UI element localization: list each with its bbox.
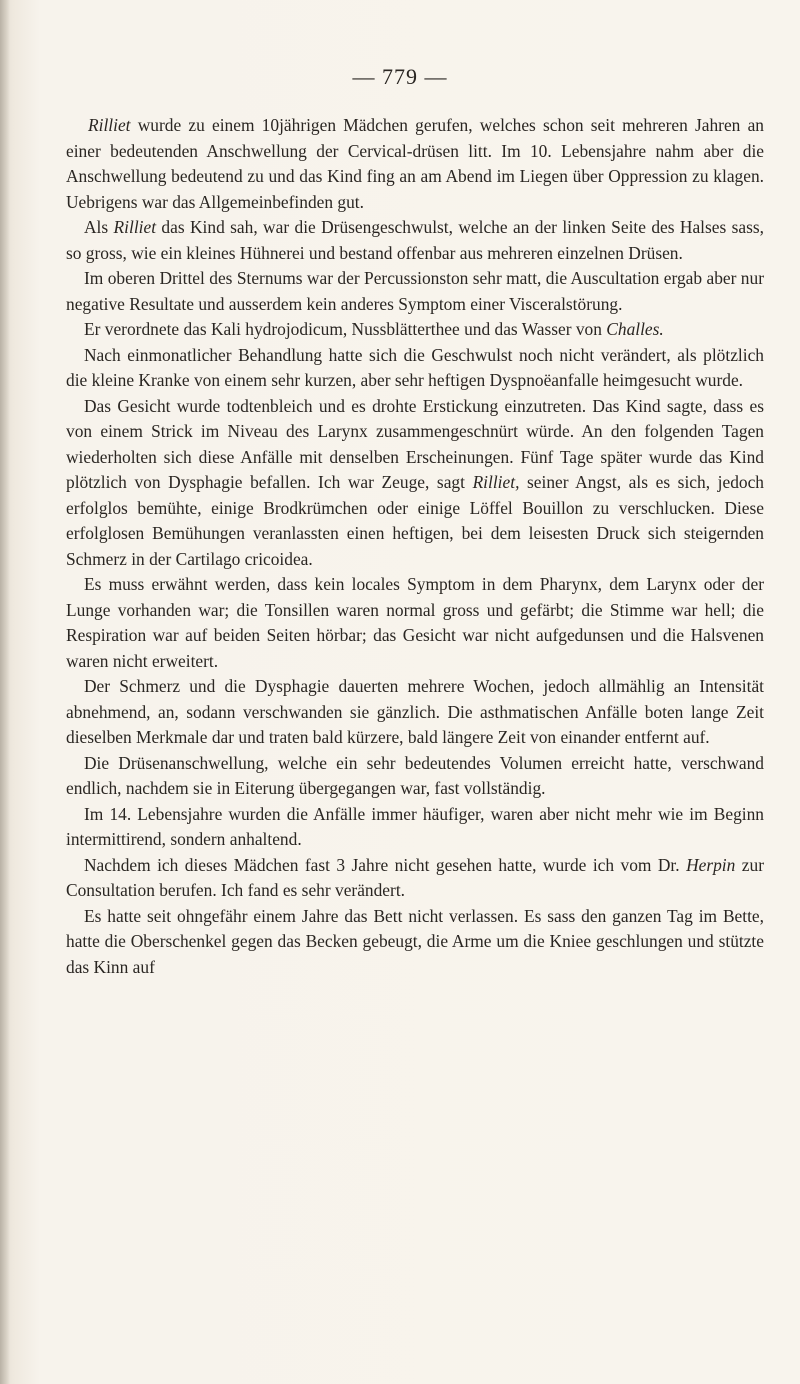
text-run: Im 14. Lebensjahre wurden die Anfälle immer häufiger, waren aber nicht mehr wie im Beginn intermittirend, sondern anhaltend. (66, 803, 764, 849)
paragraph (66, 802, 764, 853)
text-run: Nachdem ich dieses Mädchen fast 3 Jahre nicht gesehen hatte, wurde ich vom Dr. (84, 854, 687, 875)
text-run: Der Schmerz und die Dysphagie dauerten mehrere Wochen, jedoch allmählig an Intensität abnehmend, an, sodann verschwanden sie gänzlich. Die asthmatischen Anfälle boten lange Zeit dieselben Merkmale dar und traten bald kürzere, bald längere Zeit von einander entfernt auf. (66, 676, 764, 747)
text-run: seiner Angst, als es sich, jedoch erfolglos bemühte, einige Brodkrümchen oder einige Löffel Bouillon zu verschlucken. Diese erfolglosen Bemühungen veranlassten einen heftigen, bei dem leisesten Druck sich steigernden Schmerz in der Cartilago cricoidea. (66, 472, 765, 569)
author-name: Rilliet, (472, 472, 520, 492)
page-number: — 779 — (352, 64, 448, 89)
paragraph (66, 904, 764, 981)
text-run: Die Drüsenanschwellung, welche ein sehr bedeutendes Volumen erreicht hatte, verschwand endlich, nachdem sie in Eiterung übergegangen war, fast vollständig. (66, 752, 764, 798)
paragraph (66, 674, 764, 751)
text-run: das Kind sah, war die Drüsengeschwulst, welche an der linken Seite des Halses sass, so gross, wie ein kleines Hühnerei und bestand offenbar aus mehreren einzelnen Drüsen. (66, 217, 764, 263)
place-name: Challes. (606, 319, 664, 339)
author-name: Herpin (686, 854, 736, 875)
paragraph (66, 853, 764, 904)
text-run: wurde zu einem 10jährigen Mädchen gerufen, welches schon seit mehreren Jahren an einer bedeutenden Anschwellung der Cervical-drüsen litt. Im 10. Lebensjahre nahm aber die Anschwellung bedeutend zu und das Kind fing an am Abend im Liegen über Oppression zu klagen. Uebrigens war das Allgemeinbefinden gut. (66, 115, 764, 212)
paragraph (66, 751, 764, 802)
text-run: Er verordnete das Kali hydrojodicum, Nussblätterthee und das Wasser von (84, 319, 607, 339)
paragraph (66, 215, 764, 266)
paragraph (66, 266, 764, 317)
paragraph (66, 343, 764, 394)
text-run: Im oberen Drittel des Sternums war der Percussionston sehr matt, die Auscultation ergab aber nur negative Resultate und ausserdem kein anderes Symptom einer Visceralstörung. (66, 268, 764, 314)
author-name: Rilliet (88, 115, 131, 135)
text-run: Das Gesicht wurde todtenbleich und es drohte Erstickung einzutreten. Das Kind sagte, dass es von einem Strick im Niveau des Larynx zusammengeschnürt würde. An den folgenden Tagen wiederholten sich diese Anfälle mit denselben Erscheinungen. Fünf Tage später wurde das Kind plötzlich von Dysphagie befallen. Ich war Zeuge, sagt (66, 395, 764, 492)
text-run: Es muss erwähnt werden, dass kein locales Symptom in dem Pharynx, dem Larynx oder der Lunge vorhanden war; die Tonsillen waren normal gross und gefärbt; die Stimme war hell; die Respiration war auf beiden Seiten hörbar; das Gesicht war nicht aufgedunsen und die Halsvenen waren nicht erweitert. (66, 574, 764, 671)
paragraph (66, 394, 764, 573)
text-run: Es hatte seit ohngefähr einem Jahre das Bett nicht verlassen. Es sass den ganzen Tag im Bette, hatte die Oberschenkel gegen das Becken gebeugt, die Arme um die Kniee geschlungen und stützte das Kinn auf (66, 905, 764, 977)
text-run: zur Consultation berufen. Ich fand es sehr verändert. (66, 854, 764, 900)
text-run: Nach einmonatlicher Behandlung hatte sich die Geschwulst noch nicht verändert, als plötzlich die kleine Kranke von einem sehr kurzen, aber sehr heftigen Dyspnoëanfalle heimgesucht wurde. (66, 344, 764, 390)
paragraph (66, 113, 764, 215)
paragraph (66, 572, 764, 674)
page-spine-shadow (0, 0, 10, 1384)
author-name: Rilliet (113, 217, 157, 237)
text-run: Als (84, 217, 114, 237)
body-text (66, 113, 764, 980)
paragraph (66, 317, 764, 343)
